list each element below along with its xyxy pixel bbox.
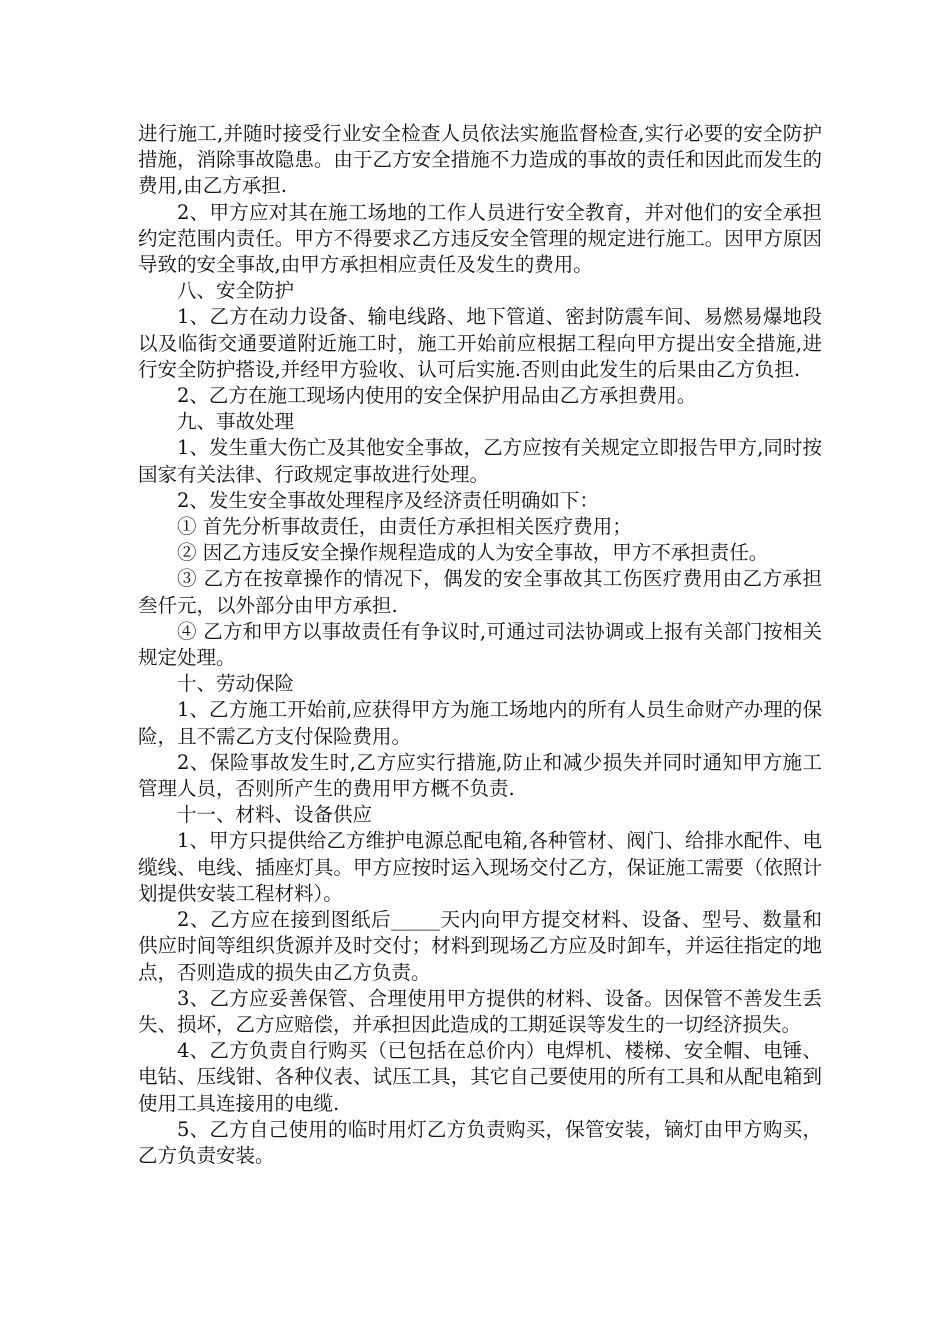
paragraph-insurance-1: 1、乙方施工开始前,应获得甲方为施工场地内的所有人员生命财产办理的保险，且不需乙方支付保险费用。: [138, 698, 822, 748]
list-item-4: ④ 乙方和甲方以事故责任有争议时,可通过司法协调或上报有关部门按相关规定处理。: [138, 619, 822, 670]
list-item-1: ① 首先分析事故责任，由责任方承担相关医疗费用；: [177, 515, 632, 539]
paragraph-protection-measures: 1、乙方在动力设备、输电线路、地下管道、密封防震车间、易燃易爆地段以及临街交通要道附近施工时，施工开始前应根据工程向甲方提出安全措施,进行安全防护搭设,并经甲方验收、认可后实施.否则由此发生的后果由乙方负担.: [138, 305, 822, 381]
section-heading-material-supply: 十一、材料、设备供应: [177, 803, 373, 827]
paragraph-material-2: 2、乙方应在接到图纸后_____天内向甲方提交材料、设备、型号、数量和供应时间等组织货源并及时交付；材料到现场乙方应及时卸车，并运往指定的地点，否则造成的损失由乙方负责。: [138, 908, 822, 984]
paragraph-accident-procedure: 2、发生安全事故处理程序及经济责任明确如下：: [177, 488, 599, 512]
paragraph-protective-equipment: 2、乙方在施工现场内使用的安全保护用品由乙方承担费用。: [177, 384, 697, 408]
section-heading-accident-handling: 九、事故处理: [177, 410, 295, 434]
paragraph-material-5: 5、乙方自己使用的临时用灯乙方负责购买，保管安装，镝灯由甲方购买，乙方负责安装。: [138, 1117, 822, 1167]
section-heading-labor-insurance: 十、劳动保险: [177, 672, 295, 696]
section-heading-safety-protection: 八、安全防护: [177, 279, 295, 303]
paragraph-accident-report: 1、发生重大伤亡及其他安全事故，乙方应按有关规定立即报告甲方,同时按国家有关法律、行政规定事故进行处理。: [138, 436, 822, 486]
paragraph-insurance-2: 2、保险事故发生时,乙方应实行措施,防止和减少损失并同时通知甲方施工管理人员，否则所产生的费用甲方概不负责.: [138, 750, 822, 801]
paragraph-material-4: 4、乙方负责自行购买（已包括在总价内）电焊机、楼梯、安全帽、电锤、电钻、压线钳、各种仪表、试压工具，其它自己要使用的所有工具和从配电箱到使用工具连接用的电缆.: [138, 1039, 822, 1115]
paragraph-party-a-safety-education: 2、甲方应对其在施工场地的工作人员进行安全教育，并对他们的安全承担约定范围内责任。甲方不得要求乙方违反安全管理的规定进行施工。因甲方原因导致的安全事故,由甲方承担相应责任及发生的费用。: [138, 200, 822, 277]
list-item-3: ③ 乙方在按章操作的情况下，偶发的安全事故其工伤医疗费用由乙方承担叁仟元，以外部分由甲方承担.: [138, 567, 822, 617]
paragraph-material-1: 1、甲方只提供给乙方维护电源总配电箱,各种管材、阀门、给排水配件、电缆线、电线、插座灯具。甲方应按时运入现场交付乙方，保证施工需要（依照计划提供安装工程材料）。: [138, 829, 822, 905]
document-body: [138, 121, 822, 1169]
list-item-2: ② 因乙方违反安全操作规程造成的人为安全事故，甲方不承担责任。: [177, 541, 769, 565]
paragraph-material-3: 3、乙方应妥善保管、合理使用甲方提供的材料、设备。因保管不善发生丢失、损坏，乙方应赔偿，并承担因此造成的工期延误等发生的一切经济损失。: [138, 986, 822, 1036]
paragraph-safety-continuation: 进行施工,并随时接受行业安全检查人员依法实施监督检查,实行必要的安全防护措施，消除事故隐患。由于乙方安全措施不力造成的事故的责任和因此而发生的费用,由乙方承担.: [138, 122, 822, 198]
